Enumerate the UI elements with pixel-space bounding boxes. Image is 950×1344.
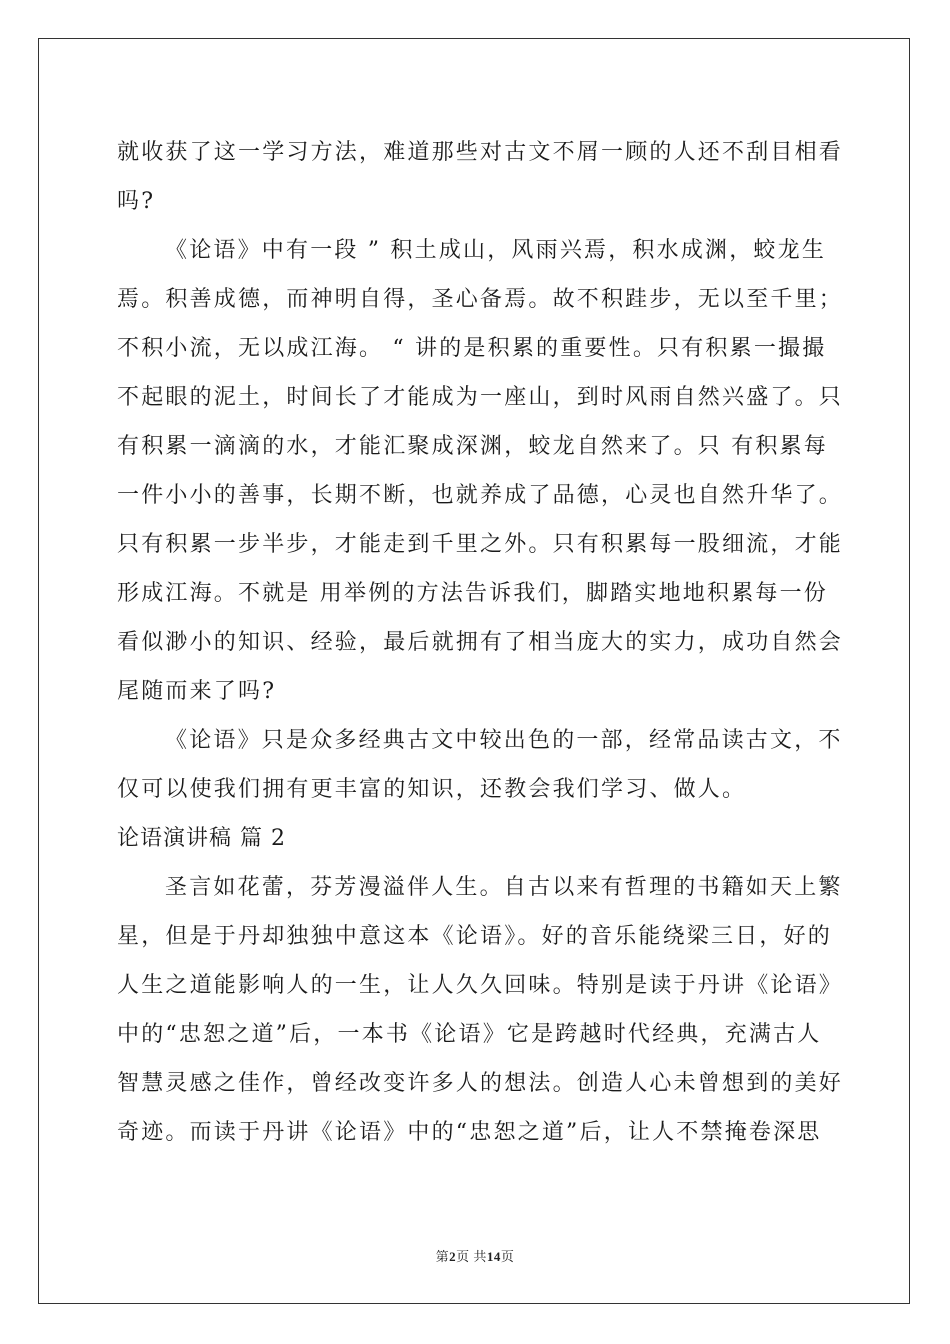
text-line: 吗? [117,189,156,214]
text-line: 有积累一滴滴的水，才能汇聚成深渊，蛟龙自然来了。只 有积累每 [117,434,828,459]
section-heading: 论语演讲稿 篇 2 [117,826,286,851]
text-line: 看似渺小的知识、经验，最后就拥有了相当庞大的实力，成功自然会 [117,630,844,655]
page-footer [0,1246,950,1265]
text-line: 形成江海。不就是 用举例的方法告诉我们，脚踏实地地积累每一份 [117,581,828,606]
text-line: 星，但是于丹却独独中意这本《论语》。好的音乐能绕梁三日，好的 [117,924,833,949]
total-page-count: 14 [486,1249,501,1264]
text-line: 《论语》只是众多经典古文中较出色的一部，经常品读古文，不 [165,728,843,753]
current-page-number: 2 [449,1249,457,1264]
text-line: 仅可以使我们拥有更丰富的知识，还教会我们学习、做人。 [117,777,747,802]
text-line: 一件小小的善事，长期不断，也就养成了品德，心灵也自然升华了。 [117,483,844,508]
text-line: 只有积累一步半步，才能走到千里之外。只有积累每一股细流，才能 [117,532,844,557]
text-line: 不积小流，无以成江海。 “ 讲的是积累的重要性。只有积累一撮撮 [117,336,827,361]
document-body [117,128,844,1157]
text-line: 圣言如花蕾，芬芳漫溢伴人生。自古以来有哲理的书籍如天上繁 [165,875,843,900]
footer-prefix: 第 [435,1249,450,1264]
footer-middle: 页 共 [456,1249,487,1264]
text-line: 焉。积善成德，而神明自得，圣心备焉。故不积跬步，无以至千里； [117,287,844,312]
footer-suffix: 页 [500,1249,515,1264]
text-line: 尾随而来了吗? [117,679,277,704]
text-line: 中的“忠恕之道”后，一本书《论语》它是跨越时代经典，充满古人 [117,1022,822,1047]
text-line: 《论语》中有一段 ” 积土成山，风雨兴焉，积水成渊，蛟龙生 [165,238,827,263]
text-line: 就收获了这一学习方法，难道那些对古文不屑一顾的人还不刮目相看 [117,140,844,165]
text-line: 奇迹。而读于丹讲《论语》中的“忠恕之道”后，让人不禁掩卷深思 [117,1120,822,1145]
text-line: 不起眼的泥土，时间长了才能成为一座山，到时风雨自然兴盛了。只 [117,385,844,410]
text-line: 人生之道能影响人的一生，让人久久回味。特别是读于丹讲《论语》 [117,973,844,998]
text-line: 智慧灵感之佳作，曾经改变许多人的想法。创造人心未曾想到的美好 [117,1071,844,1096]
